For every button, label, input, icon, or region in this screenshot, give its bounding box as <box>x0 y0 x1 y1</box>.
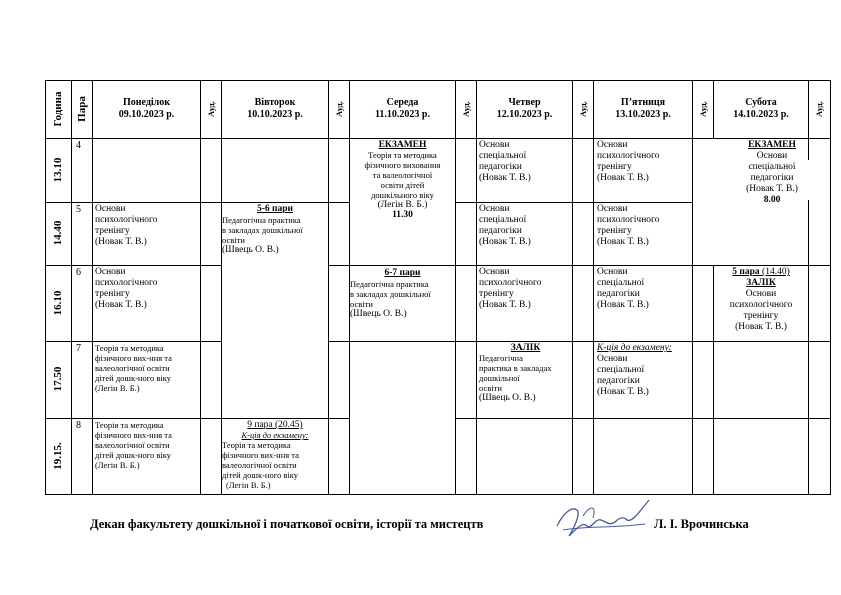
class-cell-thu-7 <box>479 343 572 403</box>
row-divider <box>349 341 455 342</box>
col-divider <box>71 80 72 495</box>
cell-text: дітей дошк-ного віку <box>222 470 299 480</box>
cell-text: психологічного <box>95 278 158 288</box>
day-date: 09.10.2023 р. <box>118 109 175 120</box>
cell-text: (Новак Т. В.) <box>95 237 147 247</box>
day-name: Субота <box>745 97 777 108</box>
cell-title: ЕКЗАМЕН <box>378 140 427 150</box>
class-cell-wed-4 <box>350 140 455 220</box>
cell-text: спеціальної <box>479 215 527 225</box>
cell-text: освіти <box>350 299 373 309</box>
day-name: Четвер <box>508 97 541 108</box>
cell-text: Теорія та методика <box>222 440 291 450</box>
cell-text: тренінгу <box>95 226 130 236</box>
cell-title: 5-6 пари <box>256 204 294 214</box>
class-cell-fri-6 <box>597 267 692 311</box>
day-name: Вівторок <box>254 97 296 108</box>
cell-text: фізичного виховання <box>364 160 441 170</box>
cell-text: Педагогічна практика <box>222 215 301 225</box>
dean-title: Декан факультету дошкільної і початкової освіти, історії та мистецтв <box>90 517 484 531</box>
cell-text: (Новак Т. В.) <box>95 300 147 310</box>
day-date: 10.10.2023 р. <box>247 109 303 120</box>
aud-header: Ауд. <box>334 101 344 117</box>
cell-text: фізичного вих-ння та <box>95 353 172 363</box>
cell-text: педагогіки <box>750 173 794 183</box>
day-name: Середа <box>386 97 419 108</box>
class-cell-mon-8 <box>95 420 199 470</box>
cell-time: 11.30 <box>392 210 413 220</box>
day-header-tue <box>222 97 328 121</box>
col-divider <box>455 80 456 495</box>
cell-text: спеціальної <box>479 151 527 161</box>
aud-header: Ауд. <box>206 101 216 117</box>
col-divider <box>200 80 201 495</box>
cell-title-test: ЗАЛІК <box>746 278 776 288</box>
cell-text: дошкільної <box>479 373 520 383</box>
class-cell-thu-6 <box>479 267 572 311</box>
aud-header: Ауд. <box>698 101 708 117</box>
cell-text: спеціальної <box>748 162 796 172</box>
day-date: 12.10.2023 р. <box>496 109 553 120</box>
cell-text: (Новак Т. В.) <box>479 300 531 310</box>
cell-text: тренінгу <box>95 289 130 299</box>
cell-text: (Новак Т. В.) <box>479 237 531 247</box>
cell-teacher: (Швець О. В.) <box>350 309 407 319</box>
cell-text: валеологічної освіти <box>95 440 170 450</box>
cell-text: Основи <box>597 267 628 277</box>
cell-text: освіти <box>222 235 245 245</box>
cell-title-pair: 5 пара <box>732 267 760 277</box>
cell-text: дошкільного віку <box>371 190 434 200</box>
pair-number: 5 <box>76 204 81 215</box>
day-date: 14.10.2023 р. <box>733 109 789 120</box>
cell-text: Основи <box>597 354 628 364</box>
col-divider <box>328 80 329 495</box>
day-header-fri <box>594 97 692 121</box>
dean-name: Л. І. Врочинська <box>654 517 749 531</box>
pair-number: 4 <box>76 140 81 151</box>
aud-header: Ауд. <box>578 101 588 117</box>
cell-teacher: (Легін В. Б.) <box>226 480 271 490</box>
table-border-right <box>830 139 831 265</box>
cell-text: дітей дошк-ного віку <box>95 450 172 460</box>
cell-text: фізичного вих-ння та <box>222 450 299 460</box>
class-cell-mon-6 <box>95 267 199 311</box>
cell-text: Основи <box>597 204 628 214</box>
day-header-thu <box>477 97 572 121</box>
hour-header: Година <box>52 91 64 127</box>
cell-title-time: (14.40) <box>762 267 790 277</box>
cell-text: (Новак Т. В.) <box>597 387 649 397</box>
signature-image <box>553 496 653 546</box>
cell-title: ЗАЛІК <box>510 343 541 353</box>
cell-text: психологічного <box>729 300 793 310</box>
cell-text: Теорія та методика <box>368 150 437 160</box>
aud-header: Ауд. <box>461 101 471 117</box>
class-cell-fri-7 <box>597 343 692 398</box>
cell-text: Основи <box>95 204 126 214</box>
day-name: П’ятниця <box>620 97 666 108</box>
cell-text: спеціальної <box>597 365 645 375</box>
cell-text: педагогіки <box>597 289 640 299</box>
cell-text: Основи <box>597 140 628 150</box>
day-header-sat <box>714 97 808 121</box>
cell-text: тренінгу <box>597 226 632 236</box>
cell-text: тренінгу <box>479 289 514 299</box>
cell-text: в закладах дошкільної <box>222 225 303 235</box>
class-cell-fri-4 <box>597 140 692 184</box>
day-date: 13.10.2023 р. <box>615 109 671 120</box>
class-cell-fri-5 <box>597 204 692 248</box>
cell-text: Педагогічна <box>479 353 523 363</box>
cell-text: Основи <box>479 140 510 150</box>
pair-number: 8 <box>76 420 81 431</box>
cell-text: педагогіки <box>479 162 522 172</box>
cell-text: тренінгу <box>743 311 779 321</box>
cell-text: практика в закладах <box>479 363 552 373</box>
class-cell-mon-7 <box>95 343 199 393</box>
cell-title <box>714 267 808 278</box>
class-cell-tue-5 <box>222 204 328 256</box>
cell-text: тренінгу <box>597 162 632 172</box>
cell-text: психологічного <box>95 215 158 225</box>
day-header-wed <box>350 97 455 121</box>
row-time: 16.10 <box>52 290 64 316</box>
cell-text: дітей дошк-ного віку <box>95 373 172 383</box>
cell-text: спеціальної <box>597 278 645 288</box>
cell-title: ЕКЗАМЕН <box>748 140 796 150</box>
col-divider <box>45 80 46 495</box>
row-time: 13.10 <box>52 157 64 183</box>
cell-title: 9 пара (20.45) <box>247 420 303 430</box>
col-divider <box>593 80 594 495</box>
col-divider <box>476 80 477 495</box>
cell-text: (Новак Т. В.) <box>479 173 531 183</box>
cell-text: (Новак Т. В.) <box>735 322 787 332</box>
class-cell-thu-4 <box>479 140 572 184</box>
cell-text: (Новак Т. В.) <box>597 173 649 183</box>
cell-text: педагогіки <box>597 376 640 386</box>
col-divider <box>572 80 573 495</box>
row-time: 17.50 <box>52 366 64 392</box>
cell-teacher: (Швець О. В.) <box>222 245 279 255</box>
cell-title: 6-7 пари <box>384 268 421 278</box>
cell-text: Основи <box>479 267 510 277</box>
cell-text: Теорія та методика <box>95 420 164 430</box>
cell-teacher: (Швець О. В.) <box>479 393 536 403</box>
cell-note: К-ція до екзамену: <box>597 343 672 353</box>
cell-text: (Новак Т. В.) <box>597 300 649 310</box>
class-cell-thu-5 <box>479 204 572 248</box>
cell-text: Педагогічна практика <box>350 279 429 289</box>
class-cell-tue-8 <box>222 420 328 490</box>
day-name: Понеділок <box>122 97 171 108</box>
cell-text: валеологічної освіти <box>95 363 170 373</box>
cell-text: психологічного <box>479 278 542 288</box>
cell-text: Основи <box>756 151 788 161</box>
class-cell-mon-5 <box>95 204 199 248</box>
row-time: 19.15. <box>52 442 64 470</box>
cell-text: в закладах дошкільної <box>350 289 431 299</box>
cell-text: (Новак Т. В.) <box>597 237 649 247</box>
cell-time: 8.00 <box>763 195 781 205</box>
cell-text: та валеологічної <box>372 170 433 180</box>
class-cell-sat-6 <box>714 267 808 333</box>
cell-text: валеологічної освіти <box>222 460 297 470</box>
cell-text: педагогіки <box>479 226 522 236</box>
aud-header: Ауд. <box>814 101 824 117</box>
class-cell-wed-6 <box>350 268 455 320</box>
pair-number: 6 <box>76 267 81 278</box>
class-cell-sat-4 <box>714 140 830 206</box>
col-divider <box>92 80 93 495</box>
cell-text: (Легін В. Б.) <box>95 460 140 470</box>
cell-text: (Новак Т. В.) <box>746 184 798 194</box>
cell-note: К-ція до екзамену: <box>241 430 309 440</box>
cell-text: Теорія та методика <box>95 343 164 353</box>
pair-header: Пара <box>76 96 88 122</box>
cell-teacher: (Легін В. Б.) <box>377 200 428 210</box>
cell-text: Основи <box>745 289 777 299</box>
cell-text: психологічного <box>597 215 660 225</box>
cell-text: фізичного вих-ння та <box>95 430 172 440</box>
cell-text: Основи <box>95 267 126 277</box>
cell-text: (Легін В. Б.) <box>95 383 140 393</box>
cell-text: психологічного <box>597 151 660 161</box>
row-time: 14.40 <box>52 220 64 246</box>
day-header-mon <box>93 97 200 121</box>
day-date: 11.10.2023 р. <box>374 109 430 120</box>
cell-text: Основи <box>479 204 510 214</box>
cell-text: освіти дітей <box>380 180 425 190</box>
row-divider <box>221 418 328 419</box>
pair-number: 7 <box>76 343 81 354</box>
cell-text: освіти <box>479 383 502 393</box>
